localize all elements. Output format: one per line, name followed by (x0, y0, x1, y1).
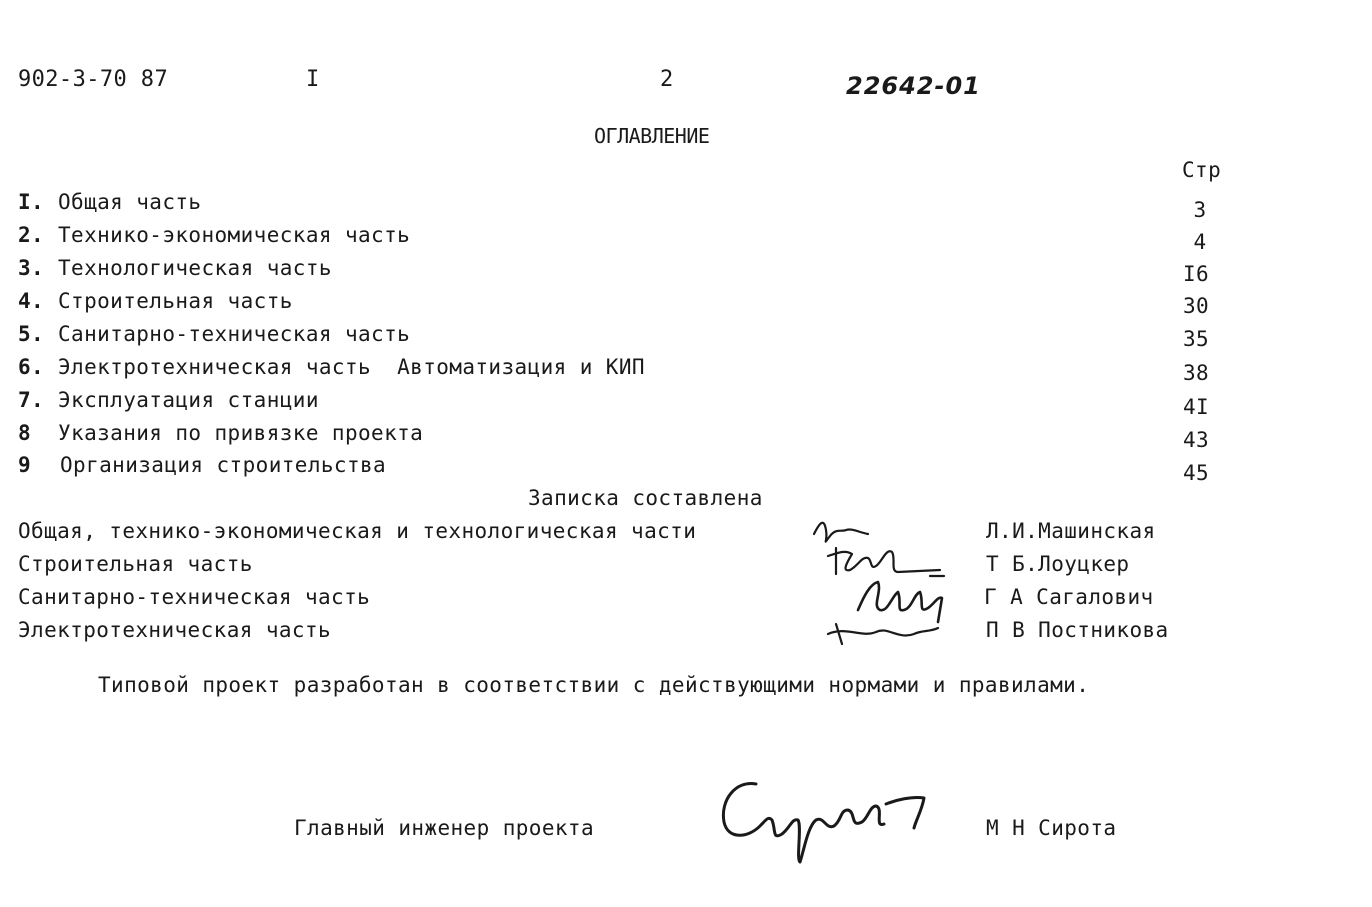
volume-number: I (306, 67, 320, 92)
toc-item-number: 8 (18, 421, 32, 445)
toc-item-page: 3 (1193, 198, 1207, 222)
compliance-statement: Типовой проект разработан в соответствии с действующими нормами и правилами. (98, 673, 1090, 697)
author-signatures (806, 512, 956, 652)
toc-item-title: Электротехническая часть Автоматизация и КИП (58, 355, 645, 379)
toc-item-title: Эксплуатация станции (58, 388, 319, 412)
toc-item-number: 6. (18, 355, 45, 379)
toc-item-page: 35 (1182, 327, 1210, 351)
toc-item-page: 43 (1182, 428, 1210, 452)
toc-item-title: Технологическая часть (58, 256, 332, 280)
toc-item-number: 4. (18, 289, 45, 313)
author-section: Общая, технико-экономическая и технологическая части (18, 519, 697, 543)
toc-item-number: 7. (18, 388, 45, 412)
toc-item-page: 4I (1182, 395, 1210, 419)
toc-item-number: 9 (18, 453, 32, 477)
inventory-number: 22642-01 (846, 72, 981, 100)
toc-item-number: 5. (18, 322, 45, 346)
toc-item-title: Общая часть (58, 190, 202, 214)
toc-item-number: I. (18, 190, 45, 214)
toc-item-title: Технико-экономическая часть (58, 223, 411, 247)
toc-item-page: 45 (1182, 461, 1210, 485)
author-section: Электротехническая часть (18, 618, 332, 642)
toc-item-number: 3. (18, 256, 45, 280)
toc-item-page: 4 (1193, 230, 1207, 254)
author-section: Санитарно-техническая часть (18, 585, 371, 609)
chief-engineer-name: М Н Сирота (986, 816, 1117, 840)
project-designation: 902-3-70 87 (18, 67, 169, 92)
author-name: Т Б.Лоуцкер (986, 552, 1130, 576)
toc-item-title: Строительная часть (58, 289, 293, 313)
toc-item-title: Санитарно-техническая часть (58, 322, 411, 346)
author-name: Л.И.Машинская (986, 519, 1156, 543)
toc-item-title: Указания по привязке проекта (58, 421, 424, 445)
toc-item-number: 2. (18, 223, 45, 247)
page-number: 2 (660, 67, 674, 92)
compiled-heading: Записка составлена (528, 486, 763, 510)
toc-item-page: 38 (1182, 361, 1210, 385)
page-column-label: Стр (1182, 158, 1222, 182)
page-title: ОГЛАВЛЕНИЕ (594, 124, 710, 148)
chief-engineer-signature (716, 770, 936, 870)
author-name: Г А Сагалович (984, 585, 1154, 609)
chief-engineer-role: Главный инженер проекта (294, 816, 594, 840)
toc-item-page: I6 (1182, 262, 1210, 286)
author-name: П В Постникова (986, 618, 1169, 642)
toc-item-page: 30 (1182, 294, 1210, 318)
toc-item-title: Организация строительства (60, 453, 387, 477)
author-section: Строительная часть (18, 552, 253, 576)
